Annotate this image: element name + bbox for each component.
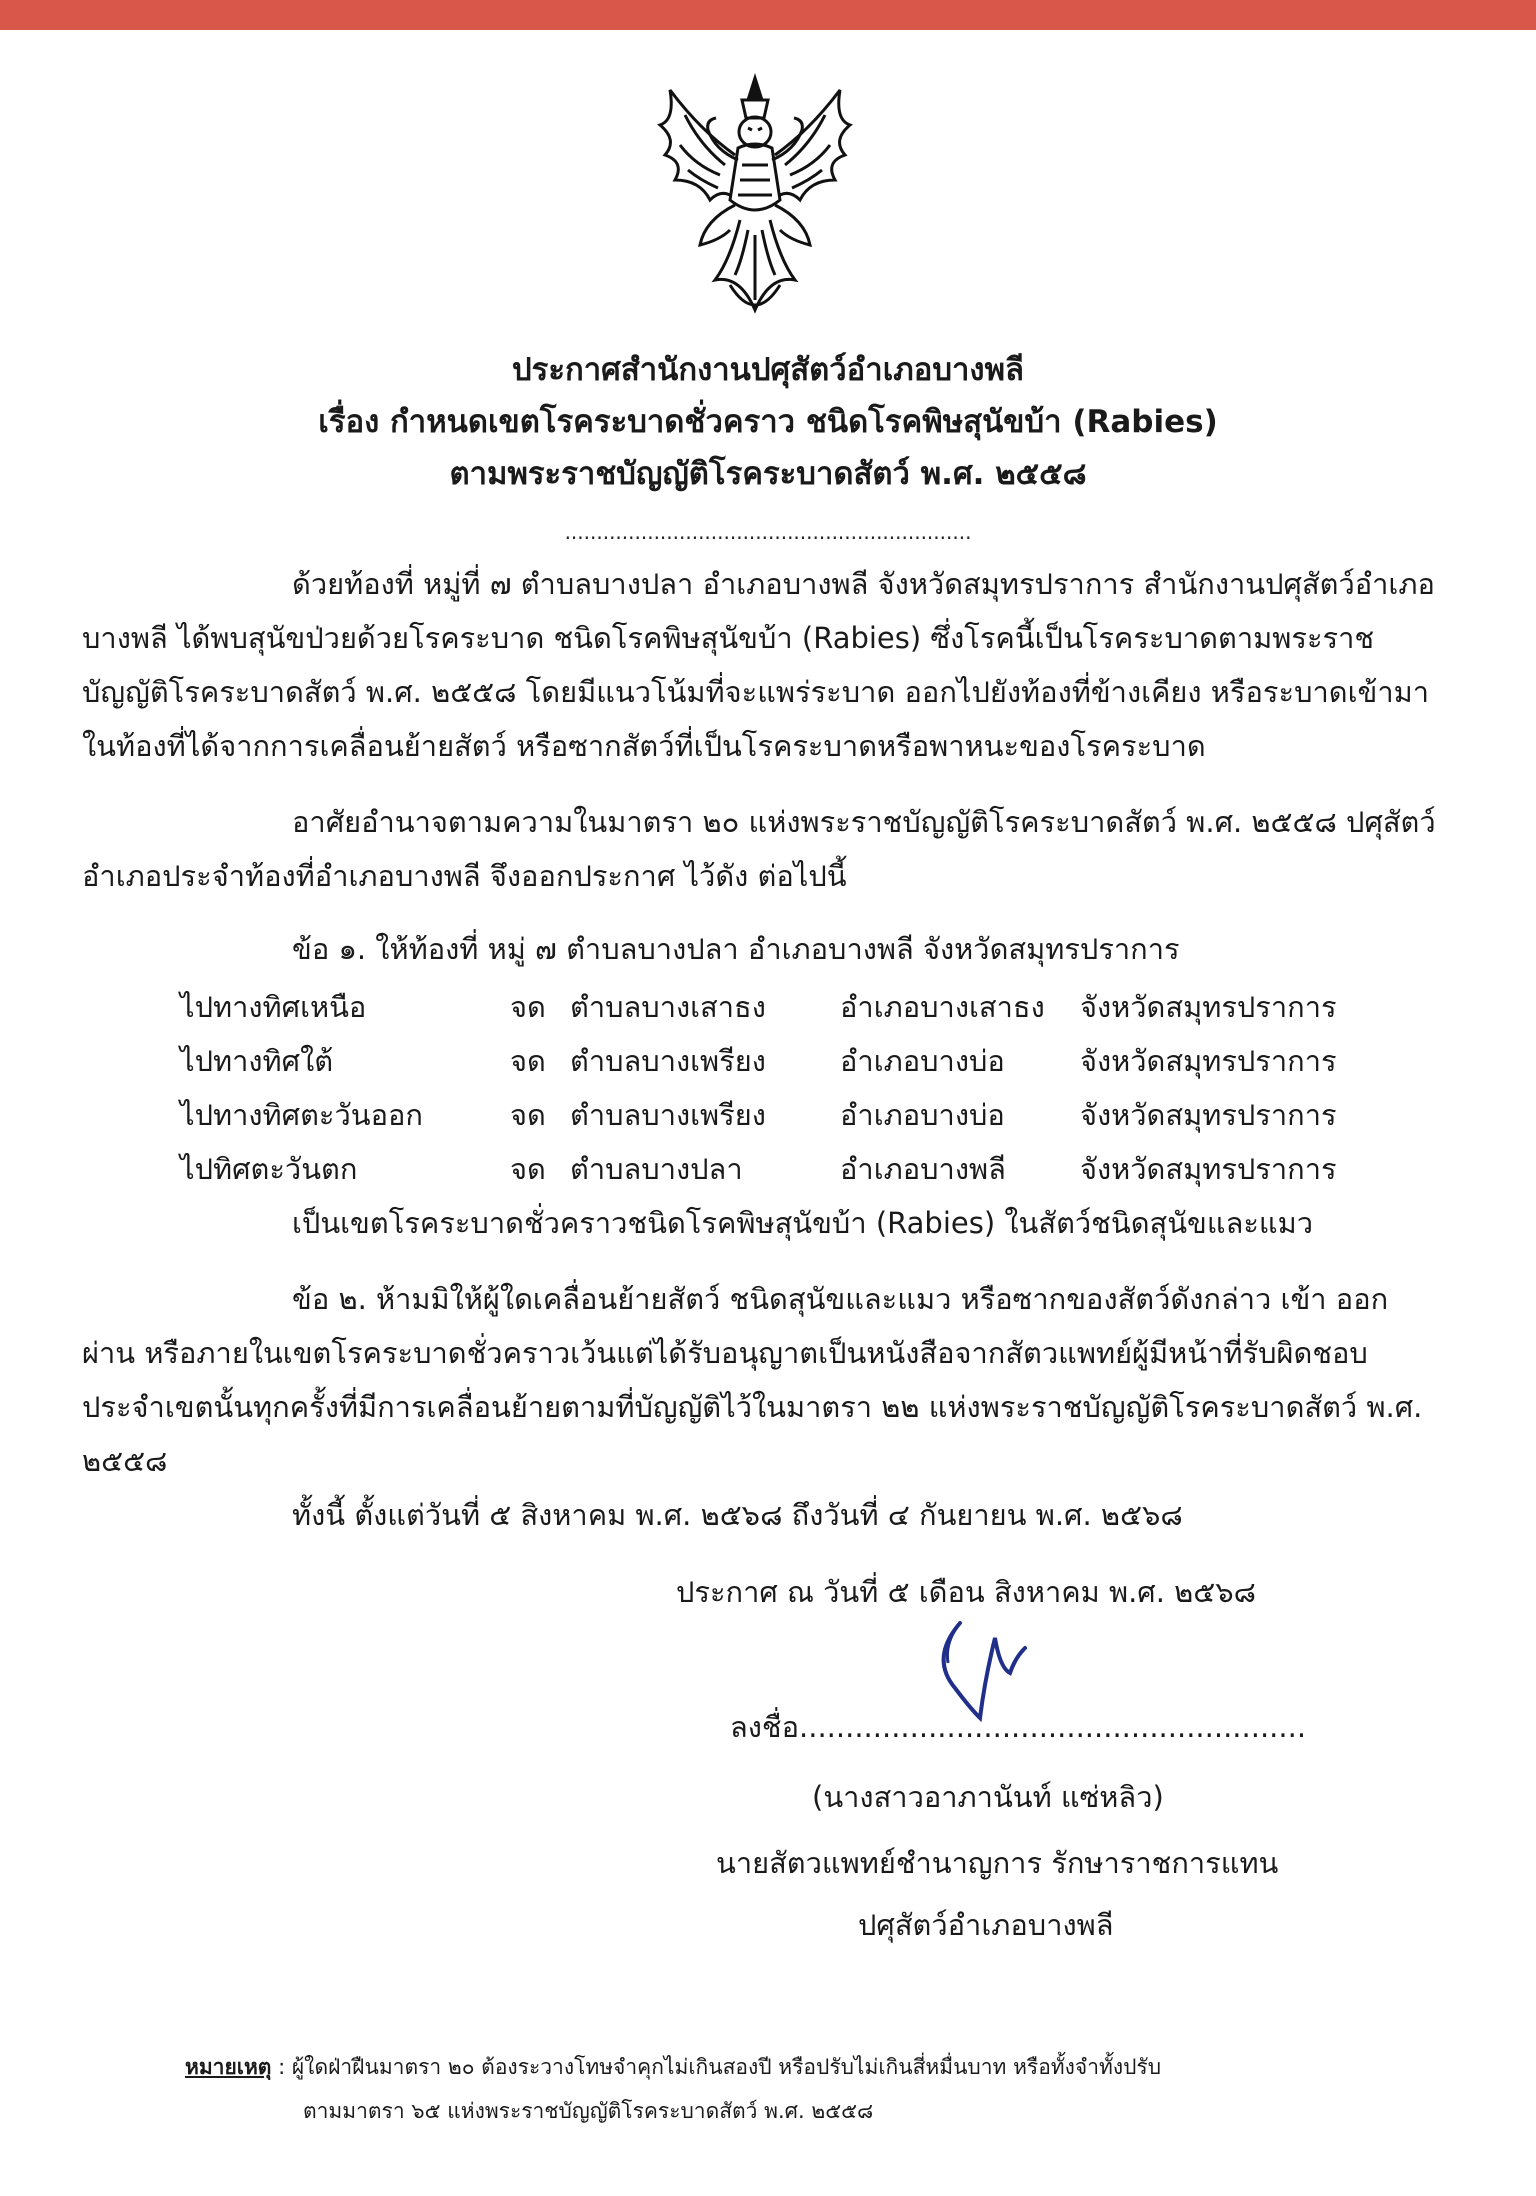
signatory-office: ปศุสัตว์อำเภอบางพลี — [858, 1908, 1114, 1942]
dotted-separator: ................................................................ — [564, 520, 972, 544]
clause-1-intro: ข้อ ๑. ให้ท้องที่ หมู่ ๗ ตำบลบางปลา อำเภอบางพลี จังหวัดสมุทรปราการ — [292, 932, 1180, 966]
boundary-province: จังหวัดสมุทรปราการ — [1080, 990, 1337, 1024]
garuda-emblem-icon — [630, 70, 880, 332]
boundary-adjoin: จด — [510, 1044, 546, 1078]
announcement-date: ประกาศ ณ วันที่ ๕ เดือน สิงหาคม พ.ศ. ๒๕๖๘ — [676, 1575, 1256, 1609]
footnote-text: : ผู้ใดฝ่าฝืนมาตรา ๒๐ ต้องระวางโทษจำคุกไม่เกินสองปี หรือปรับไม่เกินสี่หมื่นบาท หรือทั้งจำทั้งปรับ — [271, 2055, 1162, 2079]
signatory-name: (นางสาวอาภานันท์ แซ่หลิว) — [812, 1780, 1164, 1814]
boundary-district: อำเภอบางพลี — [840, 1152, 1006, 1186]
notice-title: ประกาศสำนักงานปศุสัตว์อำเภอบางพลี — [512, 352, 1024, 388]
boundary-province: จังหวัดสมุทรปราการ — [1080, 1098, 1337, 1132]
boundary-adjoin: จด — [510, 990, 546, 1024]
boundary-province: จังหวัดสมุทรปราการ — [1080, 1044, 1337, 1078]
clause-1-conclusion: เป็นเขตโรคระบาดชั่วคราวชนิดโรคพิษสุนัขบ้า (Rabies) ในสัตว์ชนิดสุนัขและแมว — [292, 1206, 1314, 1240]
boundary-province: จังหวัดสมุทรปราการ — [1080, 1152, 1337, 1186]
paragraph-2 — [82, 795, 1442, 903]
boundary-direction: ไปทิศตะวันตก — [180, 1152, 358, 1186]
footnote-line-1 — [185, 2050, 1161, 2084]
boundary-adjoin: จด — [510, 1098, 546, 1132]
footnote-label: หมายเหตุ — [185, 2055, 272, 2079]
clause-2-text: ข้อ ๒. ห้ามมิให้ผู้ใดเคลื่อนย้ายสัตว์ ชนิดสุนัขและแมว หรือซากของสัตว์ดังกล่าว เข้า ออก ผ่าน หรือภายในเขตโรคระบาดชั่วคราวเว้นแต่ได้รับอนุญาตเป็นหนังสือจากสัตวแพทย์ผู้มีหน้าที่รับผิดชอบประจำเขตนั้นทุกครั้งที่มีการเคลื่อนย้ายตามที่บัญญัติไว้ในมาตรา ๒๒ แห่งพระราชบัญญัติโรคระบาดสัตว์ พ.ศ. ๒๕๕๘ — [82, 1282, 1423, 1478]
boundary-subdistrict: ตำบลบางเสาธง — [570, 990, 766, 1024]
boundary-subdistrict: ตำบลบางเพรียง — [570, 1044, 766, 1078]
notice-subject: เรื่อง กำหนดเขตโรคระบาดชั่วคราว ชนิดโรคพิษสุนัขบ้า (Rabies) — [318, 404, 1218, 440]
boundary-district: อำเภอบางบ่อ — [840, 1044, 1005, 1078]
paragraph-2-text: อาศัยอำนาจตามความในมาตรา ๒๐ แห่งพระราชบัญญัติโรคระบาดสัตว์ พ.ศ. ๒๕๕๘ ปศุสัตว์อำเภอประจำท้องที่อำเภอบางพลี จึงออกประกาศ ไว้ดัง ต่อไปนี้ — [82, 805, 1436, 893]
paragraph-1-text: ด้วยท้องที่ หมู่ที่ ๗ ตำบลบางปลา อำเภอบางพลี จังหวัดสมุทรปราการ สำนักงานปศุสัตว์อำเภอบางพลี ได้พบสุนัขป่วยด้วยโรคระบาด ชนิดโรคพิษสุนัขบ้า (Rabies) ซึ่งโรคนี้เป็นโรคระบาดตามพระราชบัญญัติโรคระบาดสัตว์ พ.ศ. ๒๕๕๘ โดยมีแนวโน้มที่จะแพร่ระบาด ออกไปยังท้องที่ข้างเคียง หรือระบาดเข้ามาในท้องที่ได้จากการเคลื่อนย้ายสัตว์ หรือซากสัตว์ที่เป็นโรคระบาดหรือพาหนะของโรคระบาด — [82, 567, 1435, 763]
boundary-subdistrict: ตำบลบางปลา — [570, 1152, 743, 1186]
signature-line: ลงชื่อ....................................................... — [730, 1710, 1307, 1744]
top-accent-bar — [0, 0, 1536, 30]
boundary-direction: ไปทางทิศเหนือ — [180, 990, 367, 1024]
footnote-line-2: ตามมาตรา ๖๕ แห่งพระราชบัญญัติโรคระบาดสัตว์ พ.ศ. ๒๕๕๘ — [303, 2099, 874, 2123]
boundary-direction: ไปทางทิศตะวันออก — [180, 1098, 423, 1132]
boundary-subdistrict: ตำบลบางเพรียง — [570, 1098, 766, 1132]
notice-act-reference: ตามพระราชบัญญัติโรคระบาดสัตว์ พ.ศ. ๒๕๕๘ — [449, 456, 1087, 492]
boundary-adjoin: จด — [510, 1152, 546, 1186]
paragraph-1 — [82, 557, 1442, 773]
boundary-district: อำเภอบางเสาธง — [840, 990, 1045, 1024]
boundary-district: อำเภอบางบ่อ — [840, 1098, 1005, 1132]
effective-period: ทั้งนี้ ตั้งแต่วันที่ ๕ สิงหาคม พ.ศ. ๒๕๖๘ ถึงวันที่ ๔ กันยายน พ.ศ. ๒๕๖๘ — [292, 1498, 1183, 1532]
clause-2 — [82, 1272, 1442, 1488]
boundary-direction: ไปทางทิศใต้ — [180, 1044, 334, 1078]
signatory-position: นายสัตวแพทย์ชำนาญการ รักษาราชการแทน — [716, 1846, 1279, 1880]
